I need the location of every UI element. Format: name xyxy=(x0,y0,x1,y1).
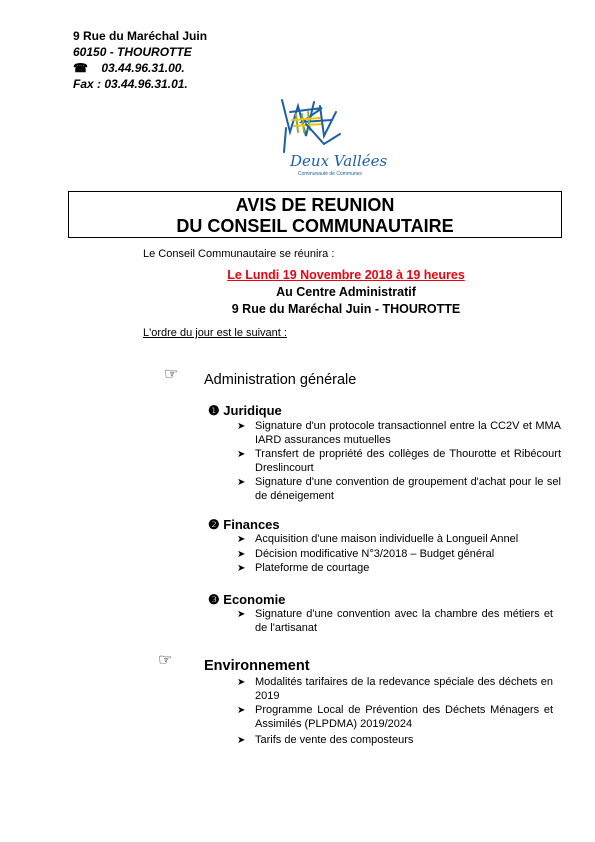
arrowhead-bullet-icon: ➤ xyxy=(237,421,246,432)
deux-vallees-logo xyxy=(262,92,388,182)
logo-graphic xyxy=(262,92,388,182)
header-city: 60150 - THOUROTTE xyxy=(73,45,192,59)
subsection-title: Finances xyxy=(223,517,280,532)
phone-number: 03.44.96.31.00. xyxy=(101,61,185,75)
arrowhead-bullet-icon: ➤ xyxy=(237,477,246,488)
agenda-item: Plateforme de courtage xyxy=(255,562,370,574)
header-address: 9 Rue du Maréchal Juin xyxy=(73,29,208,43)
arrowhead-bullet-icon: ➤ xyxy=(237,563,246,574)
meeting-place: Au Centre Administratif xyxy=(276,285,416,299)
arrowhead-bullet-icon: ➤ xyxy=(237,449,246,460)
meeting-address: 9 Rue du Maréchal Juin - THOUROTTE xyxy=(231,302,461,316)
agenda-item: Modalités tarifaires de la redevance spéciale des déchets en 2019 xyxy=(255,676,553,702)
agenda-item: Décision modificative N°3/2018 – Budget général xyxy=(255,548,495,560)
agenda-item: Tarifs de vente des composteurs xyxy=(255,734,414,746)
agenda-item: Acquisition d'une maison individuelle à Longueil Annel xyxy=(255,533,519,545)
arrowhead-bullet-icon: ➤ xyxy=(237,534,246,545)
subsection-finances xyxy=(208,517,280,533)
phone-icon: ☎ xyxy=(73,61,88,75)
logo-text: Deux Vallées xyxy=(290,152,388,170)
title-box xyxy=(68,191,562,238)
agenda-intro: L'ordre du jour est le suivant : xyxy=(143,327,287,339)
subsection-title: Economie xyxy=(223,592,286,607)
section-title-administration: Administration générale xyxy=(204,372,357,388)
pointing-hand-icon: ☞ xyxy=(158,652,173,669)
intro-text: Le Conseil Communautaire se réunira : xyxy=(143,248,335,260)
subsection-title: Juridique xyxy=(223,403,282,418)
header-phone xyxy=(73,60,185,76)
agenda-item: Signature d'un protocole transactionnel entre la CC2V et MMA IARD assurances mutuelles xyxy=(255,420,561,446)
number-3-icon: ❸ xyxy=(208,592,220,607)
arrowhead-bullet-icon: ➤ xyxy=(237,735,246,746)
section-title-environnement: Environnement xyxy=(204,658,310,674)
agenda-item: Transfert de propriété des collèges de Thourotte et Ribécourt Dreslincourt xyxy=(255,448,561,474)
agenda-item: Signature d'une convention avec la chambre des métiers et de l'artisanat xyxy=(255,608,553,634)
subsection-juridique xyxy=(208,403,282,419)
title-line-2: DU CONSEIL COMMUNAUTAIRE xyxy=(176,216,454,236)
arrowhead-bullet-icon: ➤ xyxy=(237,609,246,620)
subsection-economie xyxy=(208,592,285,608)
agenda-item: Programme Local de Prévention des Déchets Ménagers et Assimilés (PLPDMA) 2019/2024 xyxy=(255,704,553,730)
arrowhead-bullet-icon: ➤ xyxy=(237,549,246,560)
header-fax: Fax : 03.44.96.31.01. xyxy=(73,77,188,91)
meeting-date-text: Le Lundi 19 Novembre 2018 à 19 heures xyxy=(227,268,465,282)
number-1-icon: ❶ xyxy=(208,403,220,418)
arrowhead-bullet-icon: ➤ xyxy=(237,705,246,716)
arrowhead-bullet-icon: ➤ xyxy=(237,677,246,688)
logo-tagline: Communauté de Communes xyxy=(298,171,362,177)
number-2-icon: ❷ xyxy=(208,517,220,532)
agenda-item: Signature d'une convention de groupement d'achat pour le sel de déneigement xyxy=(255,476,561,502)
meeting-date xyxy=(143,268,549,282)
title-line-1: AVIS DE REUNION xyxy=(235,195,395,215)
pointing-hand-icon: ☞ xyxy=(164,366,179,383)
